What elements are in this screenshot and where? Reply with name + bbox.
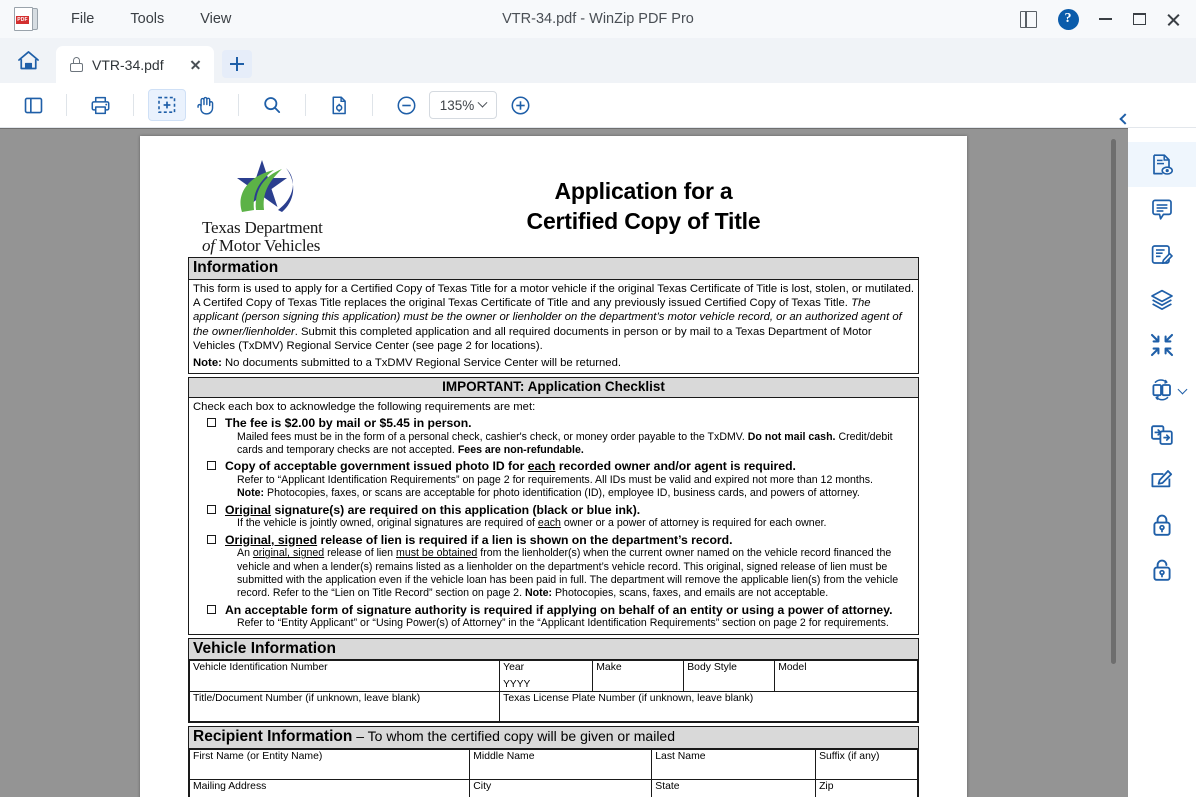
- recipient-information-table: [189, 749, 918, 797]
- vin-label: Vehicle Identification Number: [193, 662, 328, 674]
- checklist-item-title: [225, 503, 914, 518]
- text-run: Refer to “Entity Applicant” or “Using Power(s) of Attorney” in the “Applicant Identification Requirements” section on page 2 for requirements.: [237, 617, 889, 630]
- pdf-viewer[interactable]: [0, 128, 1128, 797]
- page-settings-button[interactable]: [320, 89, 358, 121]
- zoom-in-button[interactable]: [501, 89, 539, 121]
- document-edit-icon: [1149, 242, 1175, 268]
- table-row: [190, 661, 918, 692]
- vehicle-information-heading: Vehicle Information: [189, 639, 918, 661]
- text-run: original, signed: [252, 547, 325, 560]
- checklist-item-body: [225, 416, 914, 457]
- window-controls: [1008, 0, 1196, 38]
- close-icon: [1166, 12, 1181, 27]
- checklist-item: [193, 533, 914, 601]
- lock-icon: [70, 57, 83, 72]
- checklist-item: [193, 416, 914, 457]
- checklist-item-detail: [225, 547, 914, 600]
- txdmv-logo: [188, 154, 368, 255]
- information-heading: Information: [189, 258, 918, 280]
- checkbox-3[interactable]: [207, 505, 216, 514]
- license-plate-label: Texas License Plate Number (if unknown, leave blank): [503, 693, 754, 705]
- search-button[interactable]: [253, 89, 291, 121]
- checklist-item-detail: [225, 517, 914, 530]
- text-run: release of lien: [324, 547, 397, 560]
- state-label: State: [655, 781, 680, 793]
- toggle-sidebar-button[interactable]: [14, 89, 52, 121]
- body-style-cell[interactable]: [684, 661, 775, 692]
- toolbar-separator: [372, 94, 373, 116]
- information-section: [188, 257, 919, 374]
- snapshot-select-button[interactable]: [148, 89, 186, 121]
- make-cell[interactable]: [593, 661, 684, 692]
- middle-name-label: Middle Name: [473, 751, 535, 763]
- minimize-button[interactable]: [1088, 0, 1122, 38]
- comment-bubble-icon: [1149, 197, 1175, 223]
- mailing-address-label: Mailing Address: [193, 781, 267, 793]
- pan-hand-button[interactable]: [186, 89, 224, 121]
- tab-close-button[interactable]: [184, 54, 206, 76]
- menu-view[interactable]: View: [200, 11, 232, 27]
- text-run: Refer to “Applicant Identification Requirements” on page 2 for requirements. All IDs must be valid and expired not more than 12 months.: [237, 473, 873, 486]
- model-label: Model: [778, 662, 807, 674]
- chevron-down-icon: [1178, 385, 1188, 395]
- last-name-label: Last Name: [655, 751, 706, 763]
- menu-file[interactable]: File: [71, 11, 95, 27]
- split-view-icon: [1020, 11, 1037, 28]
- suffix-cell[interactable]: [816, 750, 918, 780]
- text-run: each: [537, 517, 561, 530]
- vertical-scrollbar[interactable]: [1111, 139, 1116, 664]
- document-title-line2: Certified Copy of Title: [526, 208, 761, 235]
- logo-motor-vehicles: Motor Vehicles: [218, 235, 321, 255]
- close-button[interactable]: [1156, 0, 1190, 38]
- search-icon: [262, 95, 282, 115]
- body-style-label: Body Style: [687, 662, 737, 674]
- text-run: signature(s) are required on this application (black or blue ink).: [271, 502, 641, 517]
- table-row: [190, 750, 918, 780]
- recipient-information-heading: [189, 727, 918, 749]
- year-label: Year: [503, 662, 525, 674]
- text-run: Note:: [237, 487, 265, 500]
- recipient-heading-bold: Recipient Information: [193, 728, 353, 746]
- window-title: VTR-34.pdf - WinZip PDF Pro: [502, 11, 694, 27]
- convert-pages-icon: [1149, 377, 1175, 403]
- title-bar: [0, 0, 1196, 38]
- checklist-item-body: [225, 533, 914, 601]
- text-run: Original: [225, 502, 272, 517]
- information-body: [189, 280, 918, 373]
- zip-label: Zip: [819, 781, 834, 793]
- text-run: If the vehicle is jointly owned, original signatures are required of: [237, 517, 538, 530]
- recipient-information-section: [188, 726, 919, 797]
- checklist-item-body: [225, 459, 914, 500]
- checklist-section: [188, 377, 919, 634]
- document-title-line1: Application for a: [554, 178, 733, 204]
- vehicle-information-section: [188, 638, 919, 724]
- info-part-a: This form is used to apply for a Certified Copy of Texas Title for a motor vehicle if the original Texas Certificate of Title is lost, stolen, or mutilated. A Certifed Copy of Texas Title replaces the original Texas Certificate of Title and any previously issued Certified Copy of Texas Title.: [193, 282, 915, 310]
- rail-item-unprotect[interactable]: [1128, 547, 1196, 592]
- checklist-items: [193, 416, 914, 631]
- layers-stack-icon: [1149, 287, 1175, 313]
- checkbox-1[interactable]: [207, 418, 216, 427]
- tab-strip: [0, 38, 1196, 83]
- checklist-item-detail: [225, 474, 914, 501]
- checklist-item: [193, 459, 914, 500]
- rail-item-view-document[interactable]: [1128, 142, 1196, 187]
- checklist-item: [193, 503, 914, 531]
- text-run: Fees are non-refundable.: [457, 443, 584, 456]
- city-label: City: [473, 781, 492, 793]
- tab-label: VTR-34.pdf: [92, 56, 164, 73]
- menu-tools[interactable]: Tools: [130, 11, 165, 27]
- toolbar-separator: [133, 94, 134, 116]
- checklist-item-detail: [225, 617, 914, 630]
- checklist-item-title: [225, 459, 914, 474]
- zoom-out-button[interactable]: [387, 89, 425, 121]
- text-run: Copy of acceptable government issued photo ID for: [225, 459, 528, 474]
- last-name-cell[interactable]: [652, 750, 816, 780]
- checklist-body: [189, 398, 918, 634]
- text-run: release of lien is required if a lien is shown on the department’s record.: [317, 532, 733, 547]
- city-cell[interactable]: [470, 780, 652, 797]
- app-logo-icon: [12, 5, 40, 33]
- text-run: Credit/debit cards and temporary checks are not accepted.: [237, 430, 893, 456]
- new-tab-button[interactable]: [222, 50, 252, 78]
- text-run: each: [527, 459, 556, 474]
- first-name-label: First Name (or Entity Name): [193, 751, 323, 763]
- suffix-label: Suffix (if any): [819, 751, 880, 763]
- toolbar: [0, 83, 1196, 128]
- tab-vtr34[interactable]: [56, 46, 214, 83]
- table-row: [190, 692, 918, 722]
- text-run: Photocopies, scans, faxes, and emails are not acceptable.: [552, 587, 829, 600]
- text-run: Note:: [524, 587, 553, 600]
- rail-item-merge-pages[interactable]: [1128, 412, 1196, 457]
- checklist-item: [193, 603, 914, 631]
- license-plate-cell[interactable]: [500, 692, 918, 722]
- text-run: must be obtained: [396, 547, 478, 560]
- checklist-intro: Check each box to acknowledge the following requirements are met:: [193, 400, 536, 413]
- year-cell[interactable]: [500, 661, 593, 692]
- checklist-item-title: An acceptable form of signature authority is required if applying on behalf of an entity or using a power of attorney.: [225, 602, 893, 617]
- vin-cell[interactable]: [190, 661, 500, 692]
- vehicle-information-table: [189, 660, 918, 722]
- table-row: [190, 780, 918, 797]
- zip-cell[interactable]: [816, 780, 918, 797]
- checkbox-5[interactable]: [207, 605, 216, 614]
- note-label: Note:: [193, 357, 222, 369]
- checkbox-4[interactable]: [207, 535, 216, 544]
- checklist-item-detail: [225, 431, 914, 458]
- pdf-page: [140, 136, 967, 797]
- document-header: [188, 154, 919, 254]
- model-cell[interactable]: [775, 661, 918, 692]
- year-value: YYYY: [503, 679, 531, 691]
- page-gear-icon: [329, 95, 349, 116]
- zoom-out-icon: [396, 95, 417, 116]
- zoom-in-icon: [510, 95, 531, 116]
- help-icon: ?: [1058, 9, 1079, 30]
- text-run: An: [237, 547, 253, 560]
- chevron-left-icon: [1119, 113, 1130, 124]
- signature-icon: [1149, 467, 1175, 493]
- plus-icon: [230, 57, 244, 71]
- txdmv-star-icon: [202, 154, 332, 216]
- rail-item-convert[interactable]: [1128, 367, 1196, 412]
- right-rail: [1128, 128, 1196, 797]
- toolbar-separator: [305, 94, 306, 116]
- home-icon: [17, 50, 40, 71]
- text-run: from the lienholder(s) when the current owner named on the vehicle record financed the vehicle and when a lender(s) remains listed as a lienholder on the department’s vehicle record. This original, signed release of lien must be submitted with the application even if the vehicle loan has been paid in full. The department will remove the applicable lien(s) from the vehicle record. Refer to the “Lien on Title Record” section on page 2.: [237, 547, 899, 600]
- information-note: [193, 356, 914, 370]
- checklist-item-body: [225, 603, 914, 631]
- collapse-rail-button[interactable]: [1114, 108, 1136, 130]
- rail-item-comments[interactable]: [1128, 187, 1196, 232]
- mailing-address-cell[interactable]: [190, 780, 470, 797]
- information-paragraph: [193, 282, 914, 353]
- rail-item-compress[interactable]: [1128, 322, 1196, 367]
- split-view-button[interactable]: [1008, 0, 1048, 38]
- note-text: No documents submitted to a TxDMV Regional Service Center will be returned.: [221, 357, 622, 369]
- text-run: Do not mail cash.: [747, 430, 836, 443]
- checklist-heading: IMPORTANT: Application Checklist: [189, 378, 918, 397]
- title-document-number-cell[interactable]: [190, 692, 500, 722]
- checklist-item-title: [225, 533, 914, 548]
- zoom-level-select[interactable]: [429, 91, 497, 119]
- marquee-select-icon: [157, 95, 177, 115]
- rail-item-protect[interactable]: [1128, 502, 1196, 547]
- rail-item-layers[interactable]: [1128, 277, 1196, 322]
- middle-name-cell[interactable]: [470, 750, 652, 780]
- chevron-down-icon: [478, 97, 488, 107]
- title-document-number-label: Title/Document Number (if unknown, leave blank): [193, 693, 421, 705]
- menu-bar: [68, 7, 234, 31]
- text-run: Photocopies, faxes, or scans are acceptable for photo identification (ID), employee ID, business cards, and powers of attorney.: [264, 487, 860, 500]
- text-run: owner or a power of attorney is required for each owner.: [560, 517, 827, 530]
- help-button[interactable]: [1048, 0, 1088, 38]
- text-run: Original, signed: [225, 532, 318, 547]
- print-button[interactable]: [81, 89, 119, 121]
- toolbar-separator: [66, 94, 67, 116]
- zoom-level-value: 135%: [439, 97, 475, 113]
- sidebar-panel-icon: [24, 96, 43, 115]
- lock-open-icon: [1149, 557, 1175, 583]
- info-part-italic: The applicant (person signing this application) must be the owner or lienholder on the department’s motor vehicle record, or an authorized agent of the owner/lienholder: [193, 297, 902, 338]
- rail-item-sign[interactable]: [1128, 457, 1196, 502]
- hand-icon: [195, 95, 216, 116]
- text-run: Mailed fees must be in the form of a personal check, cashier's check, or money order payable to the TxDMV.: [237, 430, 748, 443]
- minimize-icon: [1099, 18, 1112, 20]
- make-label: Make: [596, 662, 622, 674]
- logo-line-1: Texas Department: [202, 218, 323, 237]
- text-run: recorded owner and/or agent is required.: [555, 459, 796, 474]
- state-cell[interactable]: [652, 780, 816, 797]
- checklist-item-title: The fee is $2.00 by mail or $5.45 in person.: [225, 415, 472, 430]
- document-eye-icon: [1149, 152, 1175, 178]
- lock-closed-icon: [1149, 512, 1175, 538]
- compress-arrows-icon: [1149, 332, 1175, 358]
- document-title: [368, 154, 919, 237]
- maximize-icon: [1133, 13, 1146, 25]
- home-button[interactable]: [0, 38, 56, 83]
- pdf-page-content: [140, 136, 967, 797]
- checklist-item-body: [225, 503, 914, 531]
- logo-of: of: [202, 235, 215, 255]
- pages-merge-icon: [1149, 422, 1175, 448]
- recipient-heading-rest: – To whom the certified copy will be given or mailed: [352, 728, 676, 745]
- maximize-button[interactable]: [1122, 0, 1156, 38]
- toolbar-separator: [238, 94, 239, 116]
- first-name-cell[interactable]: [190, 750, 470, 780]
- printer-icon: [90, 95, 111, 116]
- logo-line-2: [202, 237, 368, 255]
- rail-item-edit-annotations[interactable]: [1128, 232, 1196, 277]
- info-part-b: . Submit this completed application and all required documents in person or by mail to a Texas Department of Motor Vehicles (TxDMV) Regional Service Center (see page 2 for locations).: [193, 325, 872, 352]
- pdf-badge: PDF: [17, 17, 28, 23]
- checkbox-2[interactable]: [207, 461, 216, 470]
